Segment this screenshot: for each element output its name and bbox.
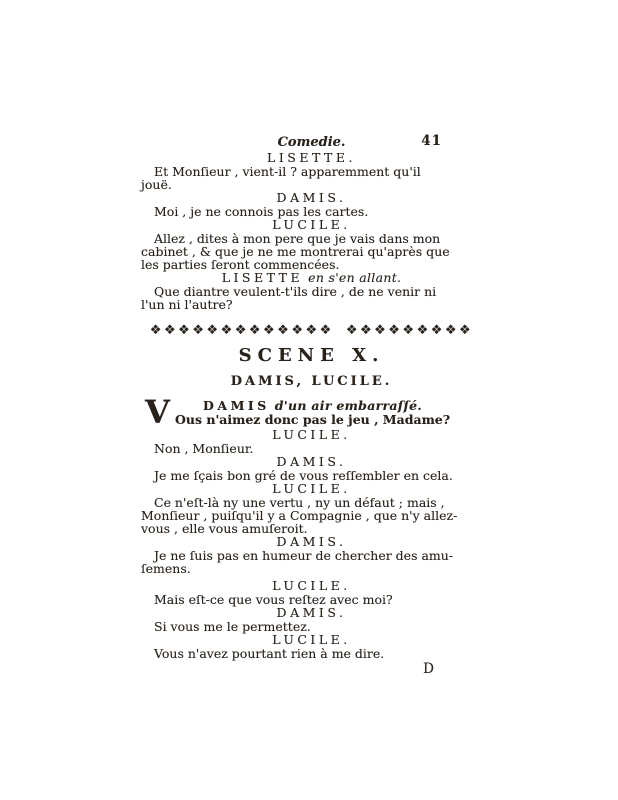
dropcap-paragraph (141, 393, 451, 431)
dialogue-line: Vous n'avez pourtant rien à me dire. (154, 646, 385, 661)
speaker-name: LUCILE. (272, 217, 351, 232)
dialogue-line: ſemens. (141, 561, 191, 576)
dialogue-line: Et Monſieur , vient-il ? apparemment qu'il (154, 164, 421, 179)
dialogue-line: Ce n'eſt-là ny une vertu , ny un défaut ; mais , (154, 495, 445, 510)
fleuron-group-right: ❖❖❖❖❖❖❖❖❖ (345, 323, 474, 338)
stage-direction: d'un air embarraſſé. (274, 398, 423, 413)
speaker-name: LUCILE. (272, 427, 351, 442)
drop-cap-initial: V (145, 393, 170, 431)
speaker-name: LUCILE. (272, 481, 351, 496)
catchword: D (423, 661, 434, 677)
fleuron-group-left: ❖❖❖❖❖❖❖❖❖❖❖❖❖ (149, 323, 334, 338)
dialogue-line: l'un ni l'autre? (141, 297, 233, 312)
speaker-name: DAMIS. (276, 454, 347, 469)
dropcap-lines (175, 399, 450, 426)
dialogue-line: Je ne ſuis pas en humeur de chercher des amu- (154, 548, 454, 563)
dialogue-line: Que diantre veulent-t'ils dire , de ne venir ni (154, 284, 437, 299)
dialogue-line: Je me ſçais bon gré de vous reſſembler en cela. (154, 468, 453, 483)
scene-characters: DAMIS, LUCILE. (230, 374, 393, 389)
dialogue-line: Mais eſt-ce que vous reſtez avec moi? (154, 592, 393, 607)
speaker-name: LISETTE. (267, 150, 356, 165)
dialogue-line: jouë. (141, 177, 172, 192)
dialogue-line: Moi , je ne connois pas les cartes. (154, 204, 369, 219)
dialogue-line: Allez , dites à mon pere que je vais dans mon (154, 231, 441, 246)
running-title (141, 135, 482, 150)
dialogue-line: Ous n'aimez donc pas le jeu , Madame? (175, 412, 451, 427)
speaker-name: DAMIS. (276, 534, 347, 549)
speaker-with-stage-direction (141, 271, 482, 285)
speaker-name: DAMIS. (276, 605, 347, 620)
speaker-name: DAMIS (203, 398, 270, 413)
text-block (141, 135, 482, 677)
dialogue-line: les parties ſeront commencées. (141, 257, 340, 272)
dialogue-line: Non , Monſieur. (154, 441, 254, 456)
dialogue-line: Monſieur , puiſqu'il y a Compagnie , que n'y allez- (141, 508, 458, 523)
dialogue-line: cabinet , & que je ne me montrerai qu'après que (141, 244, 450, 259)
speaker-name: LISETTE (221, 270, 304, 285)
play-text (141, 151, 482, 660)
speaker-with-stage-direction (175, 399, 450, 413)
dialogue-line: Si vous me le permettez. (154, 619, 311, 634)
stage-direction: en s'en allant. (308, 270, 402, 285)
dialogue-line: vous , elle vous amuſeroit. (141, 521, 308, 536)
speaker-name: LUCILE. (272, 632, 351, 647)
ornament-divider (141, 324, 482, 338)
running-title-text: Comedie. (277, 135, 346, 150)
speaker-name: DAMIS. (276, 190, 347, 205)
speaker-name: LUCILE. (272, 578, 351, 593)
scene-heading: SCENE X. (238, 345, 385, 366)
page-number: 41 (421, 133, 442, 149)
